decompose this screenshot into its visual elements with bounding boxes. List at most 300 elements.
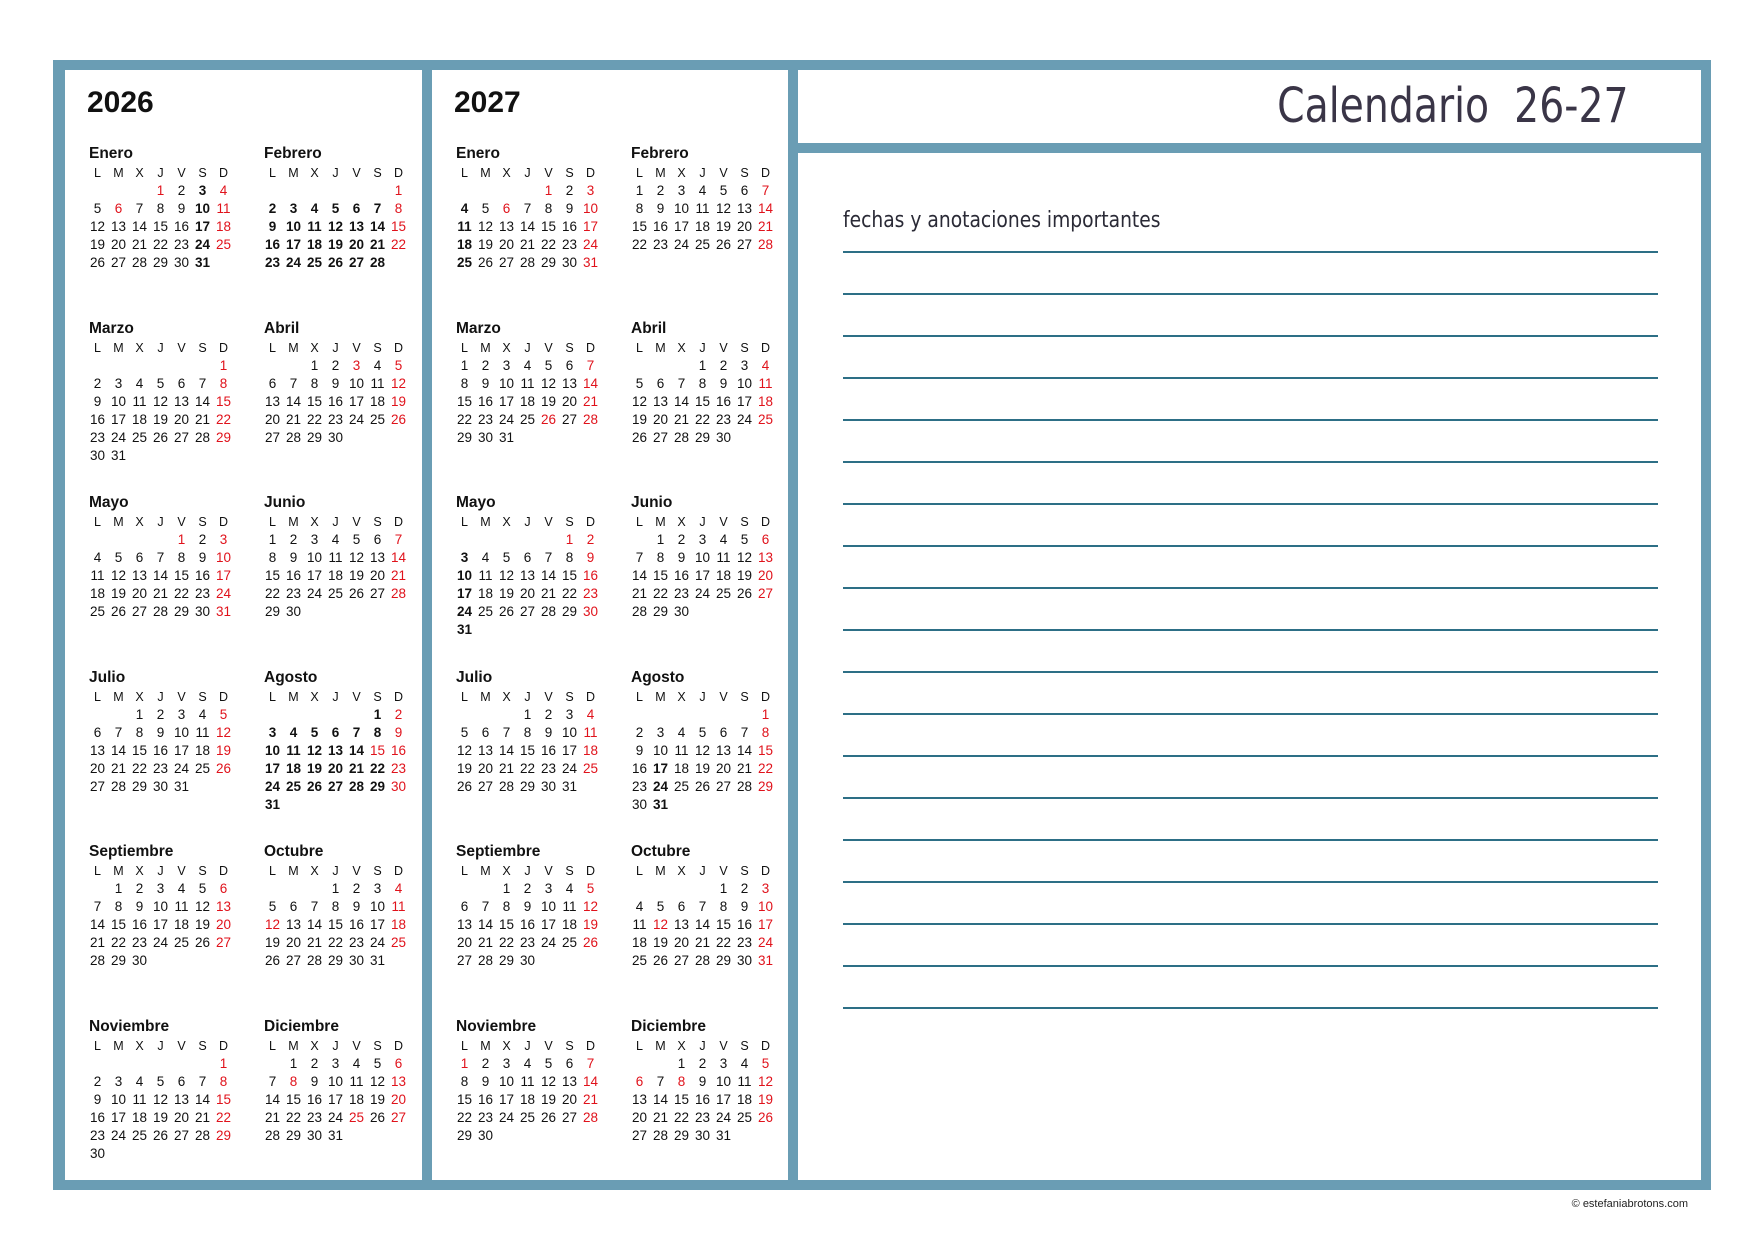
note-line bbox=[843, 755, 1658, 757]
day-cell: 8 bbox=[761, 724, 770, 740]
day-cell: 21 bbox=[519, 237, 536, 252]
day-cell: 31 bbox=[173, 778, 190, 794]
day-cell: 30 bbox=[327, 429, 344, 445]
day-cell: 19 bbox=[652, 935, 669, 950]
day-cell: 8 bbox=[331, 899, 340, 914]
day-cell: 21 bbox=[89, 935, 106, 950]
day-cell: 11 bbox=[132, 393, 147, 409]
day-cell: 20 bbox=[215, 917, 232, 932]
day-cell: 5 bbox=[268, 899, 277, 914]
month-agosto bbox=[262, 668, 405, 843]
day-cell: 17 bbox=[498, 393, 515, 409]
day-cell: 22 bbox=[757, 760, 774, 776]
day-cell: 24 bbox=[673, 237, 690, 252]
day-cell: 19 bbox=[152, 1109, 169, 1125]
day-cell: 29 bbox=[264, 604, 281, 619]
day-cell: 28 bbox=[519, 255, 536, 270]
day-cell: 23 bbox=[194, 586, 211, 601]
weekday-header: M bbox=[480, 1038, 491, 1053]
day-cell: 20 bbox=[652, 411, 669, 427]
day-cell: 21 bbox=[131, 237, 148, 252]
day-cell: 11 bbox=[174, 899, 189, 914]
day-cell: 15 bbox=[285, 1091, 302, 1107]
month-name: Abril bbox=[264, 319, 300, 337]
month-name: Septiembre bbox=[89, 843, 174, 860]
day-cell: 3 bbox=[331, 1055, 340, 1071]
day-cell: 13 bbox=[652, 393, 669, 409]
day-cell: 12 bbox=[715, 201, 732, 216]
day-cell: 16 bbox=[673, 568, 690, 583]
empty-cell bbox=[304, 182, 325, 200]
day-cell: 15 bbox=[456, 1091, 473, 1107]
day-cell: 11 bbox=[632, 917, 647, 932]
day-cell: 16 bbox=[736, 917, 753, 932]
empty-cell bbox=[283, 706, 304, 724]
weekday-header: D bbox=[585, 340, 596, 355]
day-cell: 8 bbox=[394, 201, 403, 216]
day-cell: 8 bbox=[289, 1073, 298, 1089]
day-cell: 26 bbox=[540, 1109, 557, 1125]
day-cell: 16 bbox=[540, 742, 557, 758]
day-cell: 9 bbox=[544, 724, 553, 740]
day-cell: 20 bbox=[498, 237, 515, 252]
day-cell: 11 bbox=[562, 899, 577, 914]
day-cell: 10 bbox=[561, 724, 578, 740]
note-line bbox=[843, 545, 1658, 547]
weekday-header: X bbox=[502, 689, 511, 704]
day-cell: 30 bbox=[348, 953, 365, 968]
weekday-header: J bbox=[699, 166, 706, 180]
day-cell: 22 bbox=[110, 935, 127, 950]
day-cell: 8 bbox=[156, 201, 165, 216]
day-cell: 24 bbox=[264, 778, 281, 794]
day-cell: 5 bbox=[373, 1055, 382, 1071]
day-cell: 12 bbox=[694, 742, 711, 758]
day-cell: 18 bbox=[715, 568, 732, 583]
day-cell: 10 bbox=[673, 201, 690, 216]
note-line bbox=[843, 377, 1658, 379]
day-cell: 16 bbox=[285, 568, 302, 583]
day-cell: 7 bbox=[289, 375, 298, 391]
day-cell: 24 bbox=[110, 1127, 127, 1143]
day-cell: 7 bbox=[310, 899, 319, 914]
day-cell: 7 bbox=[156, 550, 165, 565]
day-cell: 21 bbox=[477, 935, 494, 950]
empty-cell bbox=[304, 880, 325, 898]
weekday-header: J bbox=[699, 864, 706, 878]
day-cell: 24 bbox=[173, 760, 190, 776]
day-cell: 28 bbox=[652, 1127, 669, 1143]
weekday-header: V bbox=[352, 1038, 361, 1053]
page-title: Calendario 26-27 bbox=[1277, 78, 1629, 134]
day-cell: 26 bbox=[631, 429, 648, 445]
day-cell: 25 bbox=[757, 411, 774, 427]
day-cell: 4 bbox=[135, 375, 144, 391]
weekday-header: L bbox=[269, 689, 276, 704]
day-cell: 11 bbox=[216, 201, 231, 216]
day-cell: 20 bbox=[631, 1109, 648, 1125]
day-cell: 24 bbox=[194, 237, 211, 252]
day-cell: 30 bbox=[694, 1127, 711, 1143]
day-cell: 18 bbox=[131, 411, 148, 427]
day-cell: 4 bbox=[719, 532, 728, 547]
day-cell: 4 bbox=[135, 1073, 144, 1089]
note-line bbox=[843, 713, 1658, 715]
day-cell: 13 bbox=[673, 917, 690, 932]
day-cell: 11 bbox=[695, 201, 710, 216]
day-cell: 17 bbox=[456, 586, 473, 601]
day-cell: 17 bbox=[582, 219, 599, 234]
month-name: Octubre bbox=[264, 843, 324, 860]
day-cell: 10 bbox=[652, 742, 669, 758]
day-cell: 27 bbox=[519, 604, 536, 619]
day-cell: 11 bbox=[370, 375, 385, 391]
day-cell: 5 bbox=[761, 1055, 770, 1071]
empty-cell bbox=[108, 531, 129, 549]
day-cell: 13 bbox=[173, 393, 190, 409]
empty-cell bbox=[150, 1055, 171, 1073]
day-cell: 15 bbox=[264, 568, 281, 583]
day-cell: 15 bbox=[215, 393, 232, 409]
day-cell: 26 bbox=[757, 1109, 774, 1125]
day-cell: 2 bbox=[177, 183, 186, 198]
day-cell: 21 bbox=[152, 586, 169, 601]
day-cell: 28 bbox=[194, 1127, 211, 1143]
day-cell: 16 bbox=[327, 393, 344, 409]
day-cell: 19 bbox=[327, 237, 344, 252]
day-cell: 22 bbox=[498, 935, 515, 950]
day-cell: 1 bbox=[719, 881, 728, 896]
weekday-header: X bbox=[677, 1038, 686, 1053]
day-cell: 6 bbox=[565, 1055, 574, 1071]
day-cell: 14 bbox=[194, 393, 211, 409]
weekday-header: S bbox=[565, 864, 574, 878]
day-cell: 17 bbox=[652, 760, 669, 776]
empty-cell bbox=[171, 1055, 192, 1073]
day-cell: 13 bbox=[456, 917, 473, 932]
day-cell: 15 bbox=[456, 393, 473, 409]
weekday-header: M bbox=[288, 515, 299, 529]
day-cell: 20 bbox=[348, 237, 365, 252]
day-cell: 25 bbox=[89, 604, 106, 619]
day-cell: 11 bbox=[716, 550, 731, 565]
weekday-header: L bbox=[94, 340, 101, 355]
day-cell: 2 bbox=[268, 201, 277, 216]
weekday-header: S bbox=[198, 166, 207, 180]
empty-cell bbox=[129, 357, 150, 375]
day-cell: 29 bbox=[110, 953, 127, 968]
day-cell: 1 bbox=[114, 881, 123, 896]
day-cell: 14 bbox=[477, 917, 494, 932]
weekday-header: M bbox=[288, 166, 299, 180]
empty-cell bbox=[629, 531, 650, 549]
day-cell: 25 bbox=[194, 760, 211, 776]
empty-cell bbox=[496, 182, 517, 200]
day-cell: 17 bbox=[348, 393, 365, 409]
weekday-header: S bbox=[740, 515, 749, 529]
day-cell: 28 bbox=[348, 778, 365, 794]
day-cell: 16 bbox=[652, 219, 669, 234]
weekday-header: S bbox=[565, 1038, 574, 1053]
weekday-header: X bbox=[310, 689, 319, 704]
day-cell: 16 bbox=[477, 1091, 494, 1107]
day-cell: 26 bbox=[110, 604, 127, 619]
day-cell: 10 bbox=[348, 375, 365, 391]
weekday-header: X bbox=[502, 340, 511, 355]
day-cell: 17 bbox=[540, 917, 557, 932]
day-cell: 14 bbox=[390, 550, 407, 565]
day-cell: 19 bbox=[264, 935, 281, 950]
weekday-header: M bbox=[480, 340, 491, 355]
empty-cell bbox=[496, 531, 517, 549]
day-cell: 9 bbox=[394, 724, 403, 740]
month-days-grid bbox=[87, 688, 262, 796]
day-cell: 10 bbox=[736, 375, 753, 391]
day-cell: 10 bbox=[498, 1073, 515, 1089]
day-cell: 15 bbox=[369, 742, 386, 758]
weekday-header: L bbox=[461, 1038, 468, 1053]
month-name: Noviembre bbox=[456, 1017, 537, 1035]
day-cell: 21 bbox=[369, 237, 386, 252]
day-cell: 9 bbox=[481, 1073, 490, 1089]
day-cell: 12 bbox=[89, 219, 106, 234]
day-cell: 24 bbox=[561, 760, 578, 776]
month-name: Junio bbox=[264, 494, 306, 511]
day-cell: 22 bbox=[390, 237, 407, 252]
weekday-header: M bbox=[113, 515, 124, 529]
day-cell: 7 bbox=[523, 201, 532, 216]
weekday-header: X bbox=[677, 166, 686, 180]
day-cell: 10 bbox=[757, 899, 774, 914]
day-cell: 2 bbox=[135, 881, 144, 896]
weekday-header: D bbox=[218, 515, 229, 529]
day-cell: 20 bbox=[736, 219, 753, 234]
day-cell: 2 bbox=[352, 881, 361, 896]
day-cell: 16 bbox=[561, 219, 578, 234]
empty-cell bbox=[629, 880, 650, 898]
weekday-header: D bbox=[760, 689, 771, 704]
day-cell: 18 bbox=[89, 586, 106, 601]
day-cell: 10 bbox=[110, 393, 127, 409]
day-cell: 5 bbox=[219, 706, 228, 722]
day-cell: 14 bbox=[369, 219, 386, 234]
day-cell: 26 bbox=[582, 935, 599, 950]
day-cell: 11 bbox=[520, 1073, 535, 1089]
weekday-header: V bbox=[719, 340, 728, 355]
empty-cell bbox=[346, 706, 367, 724]
day-cell: 3 bbox=[114, 1073, 123, 1089]
weekday-header: D bbox=[585, 515, 596, 529]
day-cell: 25 bbox=[694, 237, 711, 252]
day-cell: 7 bbox=[114, 724, 123, 740]
weekday-header: L bbox=[636, 515, 643, 529]
day-cell: 27 bbox=[561, 411, 578, 427]
empty-cell bbox=[629, 357, 650, 375]
day-cell: 7 bbox=[677, 375, 686, 391]
day-cell: 23 bbox=[89, 1127, 106, 1143]
day-cell: 3 bbox=[268, 724, 277, 740]
day-cell: 27 bbox=[215, 935, 232, 950]
note-line bbox=[843, 797, 1658, 799]
day-cell: 6 bbox=[219, 881, 228, 896]
empty-cell bbox=[192, 357, 213, 375]
day-cell: 8 bbox=[460, 1073, 469, 1089]
day-cell: 28 bbox=[757, 237, 774, 252]
day-cell: 24 bbox=[652, 778, 669, 794]
day-cell: 17 bbox=[694, 568, 711, 583]
month-days-grid bbox=[629, 164, 772, 254]
day-cell: 1 bbox=[502, 881, 511, 896]
day-cell: 15 bbox=[652, 568, 669, 583]
weekday-header: X bbox=[310, 515, 319, 529]
day-cell: 12 bbox=[152, 1091, 169, 1107]
day-cell: 1 bbox=[219, 357, 228, 373]
empty-cell bbox=[475, 706, 496, 724]
empty-cell bbox=[192, 1055, 213, 1073]
weekday-header: S bbox=[198, 1038, 207, 1053]
day-cell: 24 bbox=[285, 255, 302, 270]
day-cell: 1 bbox=[523, 706, 532, 722]
day-cell: 22 bbox=[152, 237, 169, 252]
day-cell: 18 bbox=[477, 586, 494, 601]
weekday-header: S bbox=[740, 864, 749, 878]
day-cell: 6 bbox=[135, 550, 144, 565]
weekday-header: J bbox=[524, 340, 531, 355]
day-cell: 9 bbox=[698, 1073, 707, 1089]
day-cell: 31 bbox=[757, 953, 774, 968]
note-line bbox=[843, 923, 1658, 925]
day-cell: 3 bbox=[656, 724, 665, 740]
day-cell: 17 bbox=[110, 1109, 127, 1125]
note-line bbox=[843, 503, 1658, 505]
weekday-header: M bbox=[655, 864, 666, 878]
day-cell: 7 bbox=[198, 375, 207, 391]
month-days-grid bbox=[87, 513, 262, 621]
day-cell: 4 bbox=[219, 183, 228, 198]
day-cell: 29 bbox=[152, 255, 169, 270]
day-cell: 11 bbox=[195, 724, 210, 740]
day-cell: 14 bbox=[498, 742, 515, 758]
day-cell: 4 bbox=[586, 706, 595, 722]
day-cell: 20 bbox=[327, 760, 344, 776]
day-cell: 2 bbox=[523, 881, 532, 896]
day-cell: 26 bbox=[369, 1109, 386, 1125]
weekday-header: V bbox=[719, 515, 728, 529]
day-cell: 3 bbox=[544, 881, 553, 896]
day-cell: 13 bbox=[327, 742, 344, 758]
weekday-header: X bbox=[310, 864, 319, 878]
day-cell: 10 bbox=[369, 899, 386, 914]
day-cell: 13 bbox=[498, 219, 515, 234]
empty-cell bbox=[129, 531, 150, 549]
day-cell: 17 bbox=[757, 917, 774, 932]
day-cell: 15 bbox=[152, 219, 169, 234]
day-cell: 7 bbox=[761, 183, 770, 198]
empty-cell bbox=[650, 357, 671, 375]
empty-cell bbox=[650, 1055, 671, 1073]
day-cell: 30 bbox=[285, 604, 302, 619]
day-cell: 3 bbox=[114, 375, 123, 391]
weekday-header: D bbox=[585, 864, 596, 878]
day-cell: 7 bbox=[635, 550, 644, 565]
day-cell: 9 bbox=[677, 550, 686, 565]
day-cell: 13 bbox=[110, 219, 127, 234]
day-cell: 6 bbox=[502, 201, 511, 216]
day-cell: 4 bbox=[523, 357, 532, 373]
day-cell: 15 bbox=[215, 1091, 232, 1107]
day-cell: 18 bbox=[327, 568, 344, 583]
day-cell: 22 bbox=[173, 586, 190, 601]
weekday-header: L bbox=[461, 340, 468, 355]
month-days-grid bbox=[87, 862, 262, 970]
day-cell: 25 bbox=[519, 411, 536, 427]
weekday-header: V bbox=[177, 864, 186, 878]
day-cell: 13 bbox=[561, 1073, 578, 1089]
day-cell: 20 bbox=[715, 760, 732, 776]
day-cell: 24 bbox=[456, 604, 473, 619]
weekday-header: L bbox=[269, 340, 276, 355]
day-cell: 4 bbox=[373, 357, 382, 373]
month-diciembre bbox=[629, 1017, 772, 1192]
day-cell: 31 bbox=[652, 796, 669, 812]
day-cell: 4 bbox=[177, 881, 186, 896]
weekday-header: X bbox=[677, 515, 686, 529]
day-cell: 12 bbox=[348, 550, 365, 565]
day-cell: 22 bbox=[631, 237, 648, 252]
day-cell: 30 bbox=[561, 255, 578, 270]
day-cell: 5 bbox=[352, 532, 361, 547]
day-cell: 1 bbox=[289, 1055, 298, 1071]
day-cell: 23 bbox=[561, 237, 578, 252]
month-days-grid bbox=[262, 688, 405, 814]
empty-cell bbox=[87, 182, 108, 200]
month-marzo bbox=[87, 319, 262, 494]
month-name: Enero bbox=[456, 145, 500, 162]
day-cell: 8 bbox=[268, 550, 277, 565]
day-cell: 11 bbox=[457, 219, 472, 234]
day-cell: 21 bbox=[264, 1109, 281, 1125]
day-cell: 31 bbox=[715, 1127, 732, 1143]
day-cell: 21 bbox=[736, 760, 753, 776]
weekday-header: V bbox=[177, 166, 186, 180]
day-cell: 29 bbox=[456, 429, 473, 445]
weekday-header: J bbox=[524, 689, 531, 704]
day-cell: 5 bbox=[656, 899, 665, 914]
weekday-header: D bbox=[585, 166, 596, 180]
empty-cell bbox=[650, 706, 671, 724]
weekday-header: S bbox=[373, 864, 382, 878]
day-cell: 12 bbox=[540, 375, 557, 391]
empty-cell bbox=[367, 182, 388, 200]
day-cell: 12 bbox=[390, 375, 407, 391]
weekday-header: J bbox=[332, 1038, 339, 1053]
month-days-grid bbox=[629, 513, 772, 621]
day-cell: 5 bbox=[544, 357, 553, 373]
day-cell: 25 bbox=[173, 935, 190, 950]
month-days-grid bbox=[262, 339, 405, 447]
day-cell: 2 bbox=[635, 724, 644, 740]
weekday-header: X bbox=[677, 864, 686, 878]
month-name: Marzo bbox=[456, 319, 501, 337]
day-cell: 20 bbox=[456, 935, 473, 950]
day-cell: 3 bbox=[156, 881, 165, 896]
day-cell: 6 bbox=[740, 183, 749, 198]
day-cell: 21 bbox=[348, 760, 365, 776]
weekday-header: V bbox=[352, 340, 361, 355]
day-cell: 10 bbox=[152, 899, 169, 914]
day-cell: 16 bbox=[477, 393, 494, 409]
day-cell: 17 bbox=[194, 219, 211, 234]
